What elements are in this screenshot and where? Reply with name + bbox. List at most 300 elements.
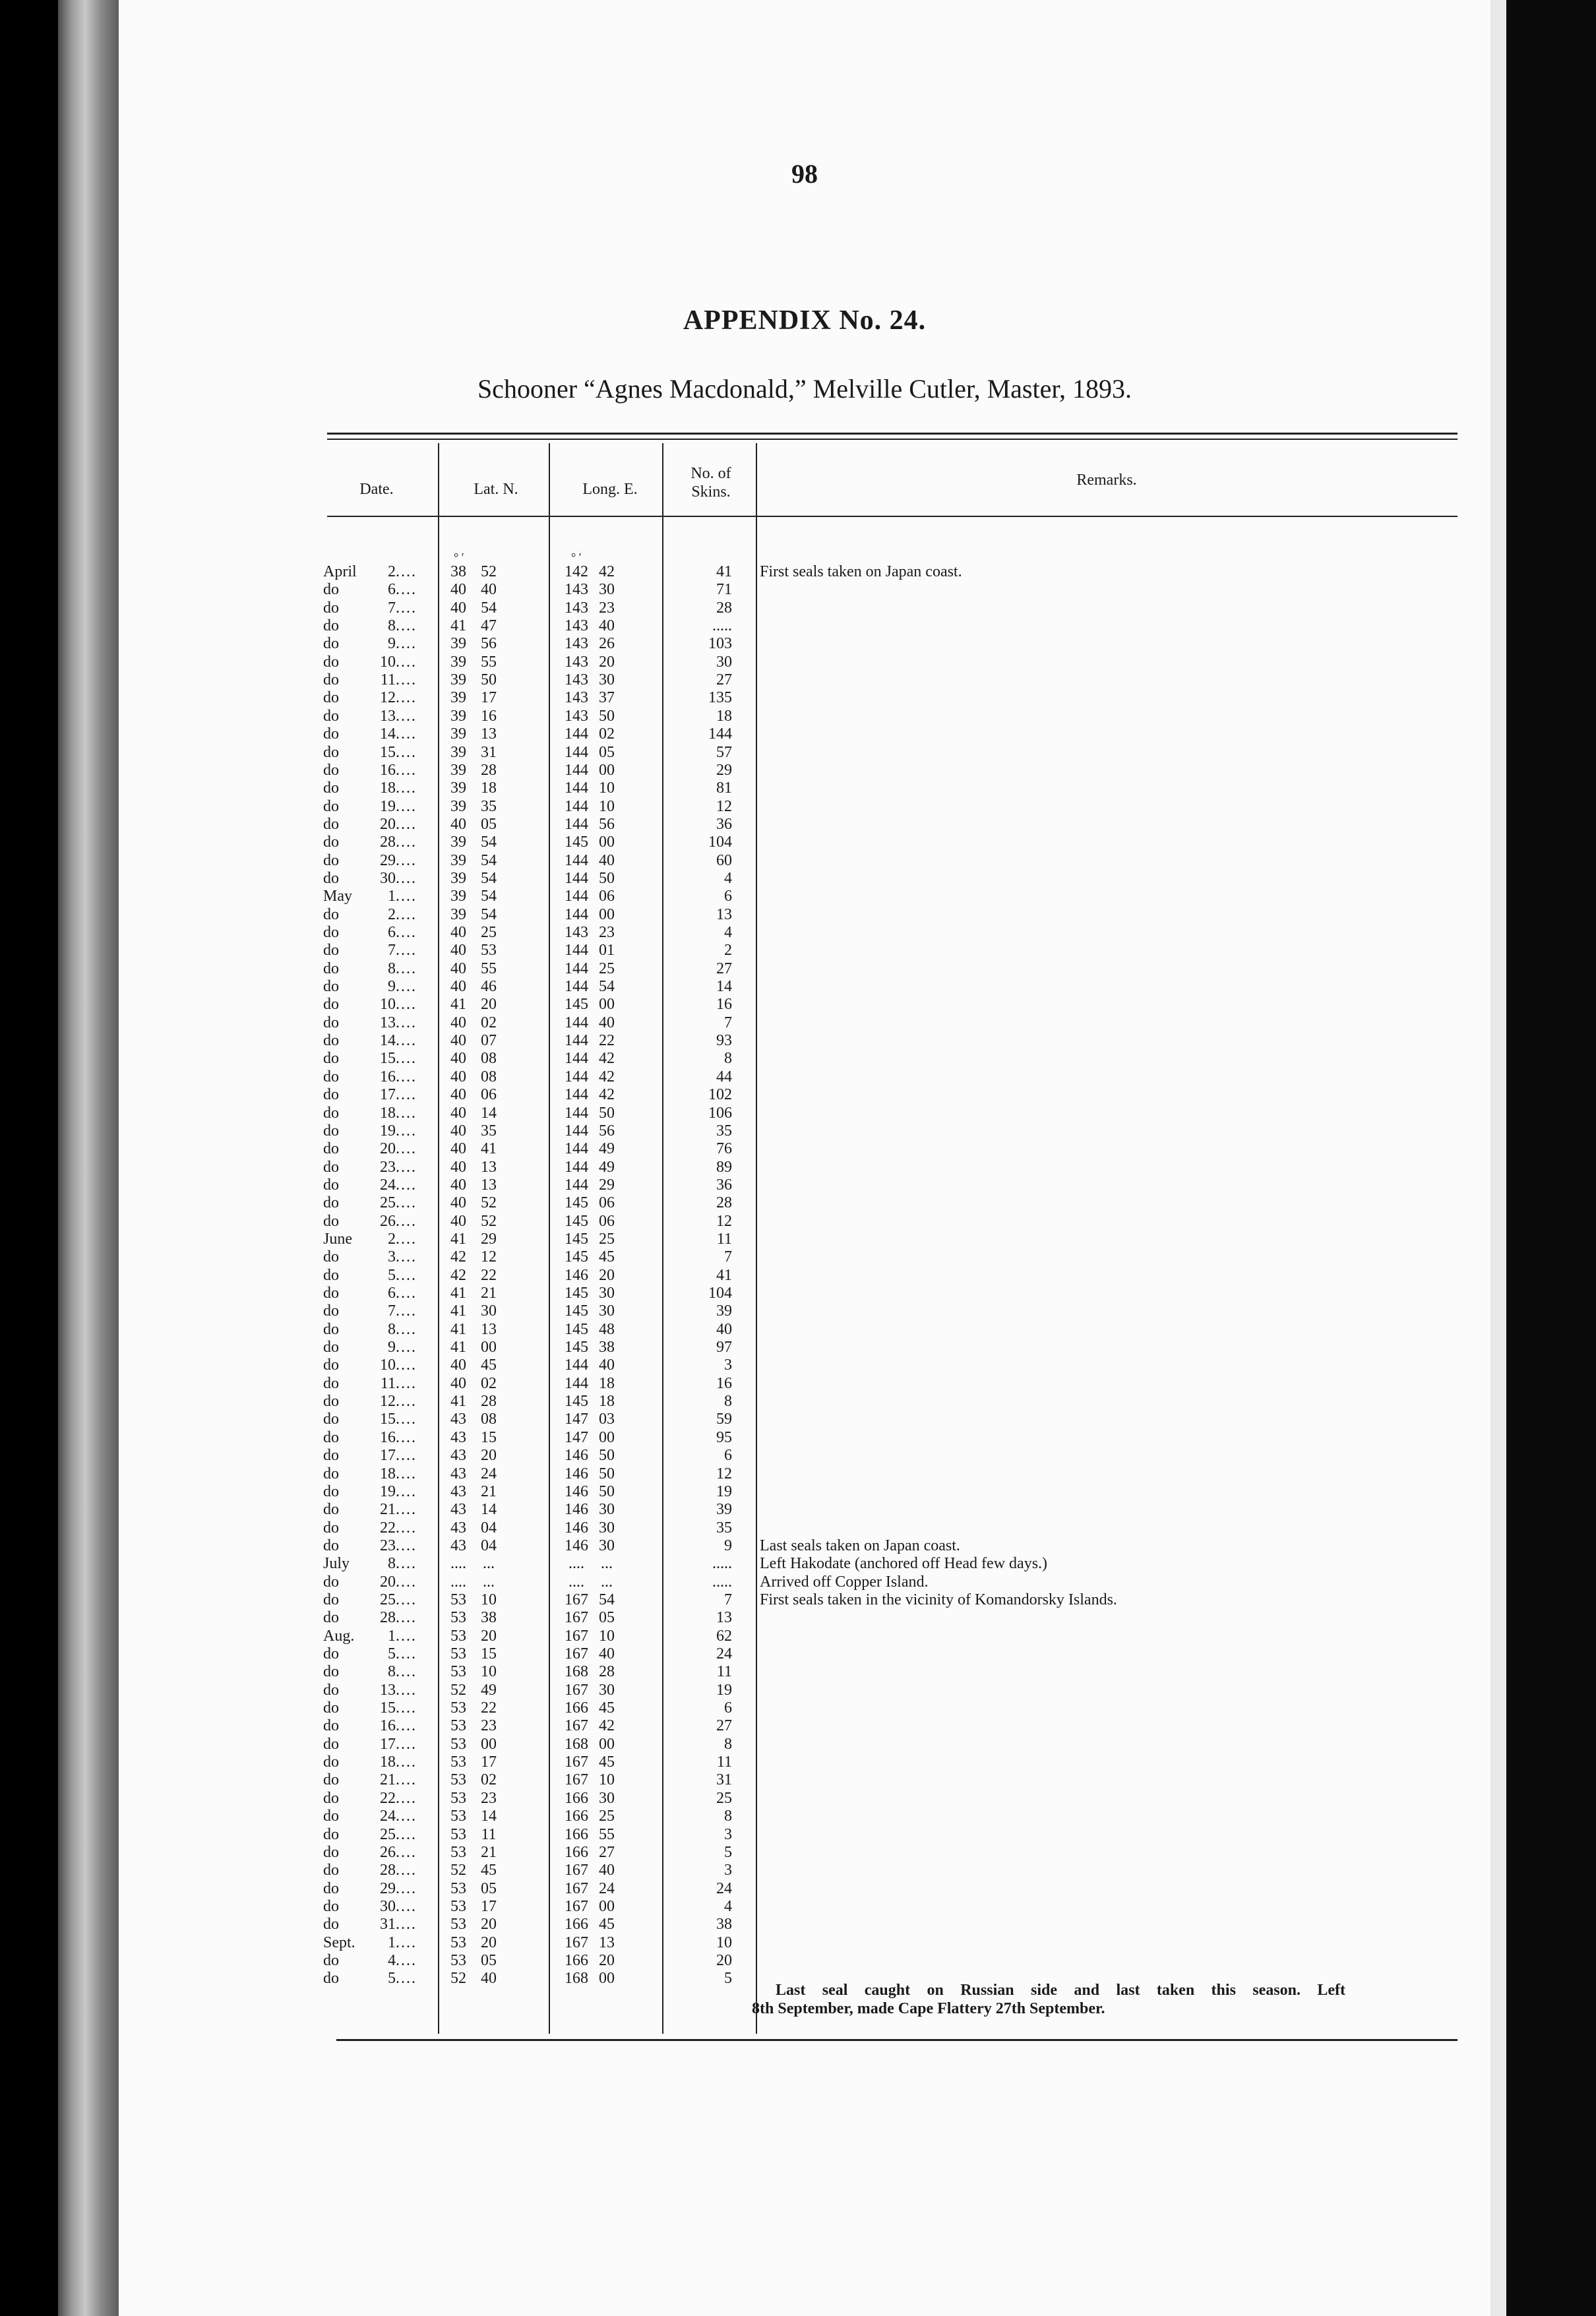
row-lat-min: 29 — [481, 1230, 497, 1248]
row-lat — [434, 1753, 513, 1771]
row-long-min: 20 — [599, 1266, 615, 1284]
table-row — [119, 1267, 1490, 1285]
row-skins: 11 — [716, 1663, 732, 1681]
row-lat-deg: 53 — [450, 1699, 466, 1717]
header-rule — [327, 516, 1458, 517]
row-lat — [434, 1248, 513, 1266]
row-long-deg: 144 — [565, 1050, 588, 1068]
row-skins: 12 — [716, 1465, 732, 1482]
row-skins: 36 — [716, 1176, 732, 1194]
table-row — [119, 1302, 1490, 1320]
row-long — [549, 1393, 634, 1411]
table-row — [119, 906, 1490, 924]
row-skins: 89 — [716, 1158, 732, 1176]
row-long-deg: 144 — [565, 942, 588, 960]
row-long — [549, 1862, 634, 1879]
row-month: July — [323, 1555, 350, 1573]
row-lat-deg: 40 — [450, 1374, 466, 1392]
row-lat — [434, 635, 513, 653]
row-long — [549, 563, 634, 581]
row-lat-min: 55 — [481, 960, 497, 977]
row-day: 28 — [380, 1609, 396, 1627]
row-skins: 10 — [716, 1934, 732, 1951]
table-row — [119, 888, 1490, 905]
row-skins: 2 — [724, 942, 732, 960]
row-lat-deg: 53 — [450, 1789, 466, 1807]
row-day: 10 — [380, 996, 396, 1014]
row-skins: 19 — [716, 1482, 732, 1500]
row-lat-min: ... — [483, 1555, 495, 1573]
row-long-min: 30 — [599, 1302, 615, 1320]
row-long — [549, 581, 634, 599]
table-row — [119, 1068, 1490, 1086]
leader-dots: .... — [396, 1356, 417, 1374]
row-day: 5 — [388, 1645, 396, 1662]
row-month: June — [323, 1230, 352, 1248]
row-remark: Left Hakodate (anchored off Head few days.) — [760, 1555, 1048, 1573]
leader-dots: .... — [396, 689, 417, 707]
row-month: do — [323, 1158, 339, 1176]
row-lat-min: 54 — [481, 599, 497, 617]
row-lat-min: 13 — [481, 1320, 497, 1338]
row-long-deg: 167 — [565, 1934, 588, 1951]
row-lat-deg: 39 — [450, 761, 466, 779]
table-row — [119, 1880, 1490, 1898]
row-long-min: 50 — [599, 1465, 615, 1482]
table-row — [119, 1465, 1490, 1483]
row-lat — [434, 1844, 513, 1862]
row-day: 7 — [388, 1302, 396, 1320]
row-long-min: 01 — [599, 942, 615, 960]
row-skins: ..... — [712, 1573, 732, 1591]
row-lat-min: 08 — [481, 1050, 497, 1068]
row-day: 30 — [380, 1897, 396, 1915]
row-month: do — [323, 1501, 339, 1519]
row-long — [549, 1663, 634, 1681]
row-day: 18 — [380, 1753, 396, 1771]
row-long-min: 42 — [599, 1050, 615, 1068]
row-lat-deg: .... — [450, 1573, 466, 1591]
row-long-min: 48 — [599, 1320, 615, 1338]
row-lat-deg: 53 — [450, 1735, 466, 1753]
leader-dots: .... — [396, 1032, 417, 1050]
row-lat — [434, 1699, 513, 1717]
header-skins-line1: No. of — [691, 465, 731, 482]
table-row — [119, 1285, 1490, 1302]
row-long-min: 00 — [599, 834, 615, 851]
row-long — [549, 1105, 634, 1122]
row-day: 16 — [380, 761, 396, 779]
leader-dots: .... — [396, 1411, 417, 1428]
row-long-min: 03 — [599, 1411, 615, 1428]
row-long-deg: 167 — [565, 1681, 588, 1699]
row-long-deg: 145 — [565, 1320, 588, 1338]
table-row — [119, 654, 1490, 671]
row-lat-deg: 39 — [450, 869, 466, 887]
leader-dots: .... — [396, 1843, 417, 1861]
table-row — [119, 689, 1490, 707]
table-row — [119, 1826, 1490, 1844]
row-lat — [434, 1898, 513, 1916]
row-lat-deg: 53 — [450, 1916, 466, 1934]
table-row — [119, 1808, 1490, 1825]
row-long — [549, 1194, 634, 1212]
row-skins: 30 — [716, 653, 732, 671]
row-long — [549, 1231, 634, 1248]
row-long-deg: 145 — [565, 1285, 588, 1302]
table-row — [119, 1159, 1490, 1176]
row-skins: 76 — [716, 1140, 732, 1158]
row-day: 26 — [380, 1212, 396, 1230]
table-row — [119, 599, 1490, 617]
row-day: 8 — [388, 1555, 396, 1573]
row-lat-deg: 41 — [450, 996, 466, 1014]
table-row — [119, 762, 1490, 779]
row-day: 25 — [380, 1591, 396, 1608]
row-long-deg: 146 — [565, 1266, 588, 1284]
row-long-min: 20 — [599, 1951, 615, 1969]
table-row — [119, 1176, 1490, 1194]
row-long-min: 30 — [599, 671, 615, 689]
row-lat — [434, 1032, 513, 1050]
row-lat-min: 40 — [481, 1970, 497, 1988]
row-long-deg: 144 — [565, 851, 588, 869]
row-lat — [434, 654, 513, 671]
row-day: 8 — [388, 617, 396, 635]
row-long-deg: 146 — [565, 1537, 588, 1554]
row-lat-deg: 39 — [450, 635, 466, 653]
final-remark-line2: 8th September, made Cape Flattery 27th September. — [752, 2000, 1105, 2017]
row-long-min: 06 — [599, 888, 615, 905]
row-long — [549, 1645, 634, 1663]
row-lat-deg: 40 — [450, 1086, 466, 1104]
row-long-min: 38 — [599, 1339, 615, 1356]
table-row — [119, 816, 1490, 834]
row-long-min: 50 — [599, 869, 615, 887]
row-long-min: 29 — [599, 1176, 615, 1194]
row-long — [549, 798, 634, 816]
table-row — [119, 1699, 1490, 1717]
row-long-deg: 145 — [565, 1194, 588, 1212]
row-skins: 8 — [724, 1393, 732, 1411]
row-long — [549, 654, 634, 671]
leader-dots: .... — [396, 1428, 417, 1446]
row-lat-min: 28 — [481, 1393, 497, 1411]
row-lat-min: 08 — [481, 1411, 497, 1428]
row-lat — [434, 1375, 513, 1393]
row-lat-deg: 39 — [450, 834, 466, 851]
row-skins: 4 — [724, 869, 732, 887]
row-lat-deg: 39 — [450, 743, 466, 761]
row-lat-deg: 40 — [450, 1194, 466, 1212]
row-long-deg: 145 — [565, 996, 588, 1014]
row-long — [549, 1429, 634, 1447]
row-lat-deg: 41 — [450, 1230, 466, 1248]
row-long-deg: 144 — [565, 815, 588, 833]
row-lat-deg: 39 — [450, 689, 466, 707]
row-lat — [434, 1429, 513, 1447]
row-lat-deg: 41 — [450, 1339, 466, 1356]
row-long-deg: 168 — [565, 1663, 588, 1681]
row-lat-deg: 40 — [450, 1122, 466, 1140]
table-row — [119, 617, 1490, 635]
row-month: do — [323, 1591, 339, 1608]
row-lat — [434, 1826, 513, 1844]
row-month: do — [323, 1825, 339, 1843]
row-lat-min: 40 — [481, 581, 497, 599]
row-long — [549, 1267, 634, 1285]
row-long — [549, 1717, 634, 1735]
row-lat-deg: 41 — [450, 1302, 466, 1320]
table-row — [119, 1663, 1490, 1681]
row-long — [549, 1952, 634, 1970]
row-day: 26 — [380, 1843, 396, 1861]
row-skins: 44 — [716, 1068, 732, 1085]
row-skins: 3 — [724, 1356, 732, 1374]
leader-dots: .... — [396, 1735, 417, 1753]
row-long-min: 13 — [599, 1934, 615, 1951]
row-day: 18 — [380, 1104, 396, 1122]
table-row — [119, 1736, 1490, 1753]
row-day: 6 — [388, 924, 396, 941]
row-skins: 19 — [716, 1681, 732, 1699]
row-month: do — [323, 1789, 339, 1807]
row-skins: 81 — [716, 779, 732, 797]
table-row — [119, 744, 1490, 762]
row-lat-min: 05 — [481, 815, 497, 833]
row-day: 8 — [388, 1320, 396, 1338]
row-long-deg: 167 — [565, 1609, 588, 1627]
row-long-deg: 145 — [565, 1212, 588, 1230]
header-remarks: Remarks. — [1076, 472, 1137, 489]
leader-dots: .... — [396, 743, 417, 761]
table-row — [119, 1483, 1490, 1501]
row-skins: 97 — [716, 1339, 732, 1356]
row-lat-min: 22 — [481, 1699, 497, 1717]
row-skins: 5 — [724, 1843, 732, 1861]
row-month: do — [323, 1393, 339, 1411]
row-month: do — [323, 1771, 339, 1789]
row-long — [549, 942, 634, 960]
leader-dots: .... — [396, 1068, 417, 1085]
row-long-deg: 144 — [565, 1014, 588, 1031]
row-month: do — [323, 653, 339, 671]
row-lat — [434, 942, 513, 960]
row-long-deg: .... — [568, 1573, 584, 1591]
row-long — [549, 1844, 634, 1862]
row-lat-min: 24 — [481, 1465, 497, 1482]
row-long-min: 30 — [599, 1501, 615, 1519]
row-long-deg: 143 — [565, 581, 588, 599]
leader-dots: .... — [396, 978, 417, 996]
row-lat-deg: 53 — [450, 1843, 466, 1861]
row-month: do — [323, 743, 339, 761]
row-long — [549, 1213, 634, 1231]
leader-dots: .... — [396, 1573, 417, 1591]
row-skins: 106 — [708, 1104, 732, 1122]
row-month: do — [323, 1645, 339, 1662]
row-month: do — [323, 797, 339, 815]
table-row — [119, 1771, 1490, 1789]
row-long — [549, 1285, 634, 1302]
row-lat-deg: 40 — [450, 960, 466, 977]
row-day: 15 — [380, 743, 396, 761]
row-long-min: ... — [601, 1555, 613, 1573]
row-lat-min: 02 — [481, 1374, 497, 1392]
row-lat-deg: 53 — [450, 1771, 466, 1789]
row-long — [549, 1808, 634, 1825]
row-day: 13 — [380, 1014, 396, 1031]
leader-dots: .... — [396, 1158, 417, 1176]
row-long-deg: 167 — [565, 1879, 588, 1897]
row-day: 13 — [380, 1681, 396, 1699]
leader-dots: .... — [396, 1501, 417, 1519]
row-day: 8 — [388, 1663, 396, 1681]
row-lat-min: 21 — [481, 1285, 497, 1302]
row-long — [549, 1356, 634, 1374]
table-row — [119, 1429, 1490, 1447]
row-day: 12 — [380, 689, 396, 707]
row-skins: 3 — [724, 1862, 732, 1879]
leader-dots: .... — [396, 815, 417, 833]
row-long-deg: 168 — [565, 1970, 588, 1988]
row-month: do — [323, 671, 339, 689]
row-month: Sept. — [323, 1934, 355, 1951]
leader-dots: .... — [396, 1339, 417, 1356]
row-lat-deg: 53 — [450, 1717, 466, 1735]
row-long-min: 00 — [599, 905, 615, 923]
row-lat-min: 49 — [481, 1681, 497, 1699]
row-long — [549, 1447, 634, 1465]
table-row — [119, 798, 1490, 816]
table-row — [119, 1844, 1490, 1862]
row-skins: 24 — [716, 1645, 732, 1662]
row-lat — [434, 1555, 513, 1573]
row-month: do — [323, 1140, 339, 1158]
leader-dots: .... — [396, 1519, 417, 1537]
row-skins: 4 — [724, 1897, 732, 1915]
row-month: do — [323, 1951, 339, 1969]
row-lat-deg: 39 — [450, 888, 466, 905]
row-skins: 29 — [716, 761, 732, 779]
leader-dots: .... — [396, 1771, 417, 1789]
row-month: do — [323, 851, 339, 869]
table-row — [119, 779, 1490, 797]
row-long-deg: 143 — [565, 617, 588, 635]
leader-dots: .... — [396, 905, 417, 923]
row-lat-deg: 41 — [450, 1320, 466, 1338]
row-long — [549, 924, 634, 942]
row-lat-deg: 43 — [450, 1411, 466, 1428]
row-lat — [434, 1050, 513, 1068]
row-lat — [434, 1339, 513, 1356]
row-day: 9 — [388, 978, 396, 996]
row-long-deg: 146 — [565, 1501, 588, 1519]
row-long-deg: 144 — [565, 797, 588, 815]
row-month: do — [323, 599, 339, 617]
row-lat — [434, 852, 513, 870]
row-day: 16 — [380, 1717, 396, 1735]
leader-dots: .... — [396, 1879, 417, 1897]
row-long-min: 42 — [599, 563, 615, 580]
row-long-min: 54 — [599, 978, 615, 996]
row-lat — [434, 924, 513, 942]
document-subtitle: Schooner “Agnes Macdonald,” Melville Cutler, Master, 1893. — [477, 374, 1132, 404]
row-skins: 13 — [716, 1609, 732, 1627]
row-long-min: 40 — [599, 1014, 615, 1031]
leader-dots: .... — [396, 1050, 417, 1068]
row-lat-min: 52 — [481, 1194, 497, 1212]
leader-dots: .... — [396, 942, 417, 960]
row-skins: 8 — [724, 1050, 732, 1068]
row-lat-min: 05 — [481, 1951, 497, 1969]
row-skins: 39 — [716, 1501, 732, 1519]
row-day: 18 — [380, 779, 396, 797]
row-long — [549, 1736, 634, 1753]
row-skins: 12 — [716, 1212, 732, 1230]
row-lat-min: 23 — [481, 1789, 497, 1807]
row-month: do — [323, 1032, 339, 1050]
row-long-min: 10 — [599, 1627, 615, 1645]
table-row — [119, 708, 1490, 725]
document-page — [119, 0, 1490, 2316]
row-long-min: 50 — [599, 707, 615, 725]
row-long-min: 45 — [599, 1753, 615, 1771]
row-lat-min: 21 — [481, 1482, 497, 1500]
row-day: 2 — [388, 905, 396, 923]
row-long — [549, 816, 634, 834]
table-row — [119, 1050, 1490, 1068]
row-long-deg: 144 — [565, 1176, 588, 1194]
row-skins: 135 — [708, 689, 732, 707]
row-lat-min: 45 — [481, 1356, 497, 1374]
row-long — [549, 1086, 634, 1104]
row-month: do — [323, 834, 339, 851]
row-lat-min: 20 — [481, 1934, 497, 1951]
table-row — [119, 1519, 1490, 1537]
row-lat-min: 17 — [481, 1897, 497, 1915]
row-long-deg: 144 — [565, 1158, 588, 1176]
row-day: 21 — [380, 1501, 396, 1519]
row-lat — [434, 1267, 513, 1285]
row-lat — [434, 1591, 513, 1609]
row-skins: 59 — [716, 1411, 732, 1428]
row-long — [549, 671, 634, 689]
row-month: do — [323, 1194, 339, 1212]
row-month: do — [323, 905, 339, 923]
table-row — [119, 1573, 1490, 1591]
row-long-min: 00 — [599, 1970, 615, 1988]
row-lat-deg: 53 — [450, 1609, 466, 1627]
row-day: 22 — [380, 1519, 396, 1537]
row-lat — [434, 744, 513, 762]
row-skins: 28 — [716, 1194, 732, 1212]
row-lat-deg: 40 — [450, 1032, 466, 1050]
row-day: 7 — [388, 599, 396, 617]
row-skins: 18 — [716, 707, 732, 725]
row-long-deg: 166 — [565, 1808, 588, 1825]
row-lat — [434, 725, 513, 743]
row-lat — [434, 762, 513, 779]
leader-dots: .... — [396, 1825, 417, 1843]
row-long-min: 56 — [599, 815, 615, 833]
leader-dots: .... — [396, 653, 417, 671]
leader-dots: .... — [396, 1897, 417, 1915]
row-day: 6 — [388, 1285, 396, 1302]
header-lat: Lat. N. — [474, 481, 518, 498]
row-day: 2 — [388, 1230, 396, 1248]
row-month: do — [323, 1482, 339, 1500]
